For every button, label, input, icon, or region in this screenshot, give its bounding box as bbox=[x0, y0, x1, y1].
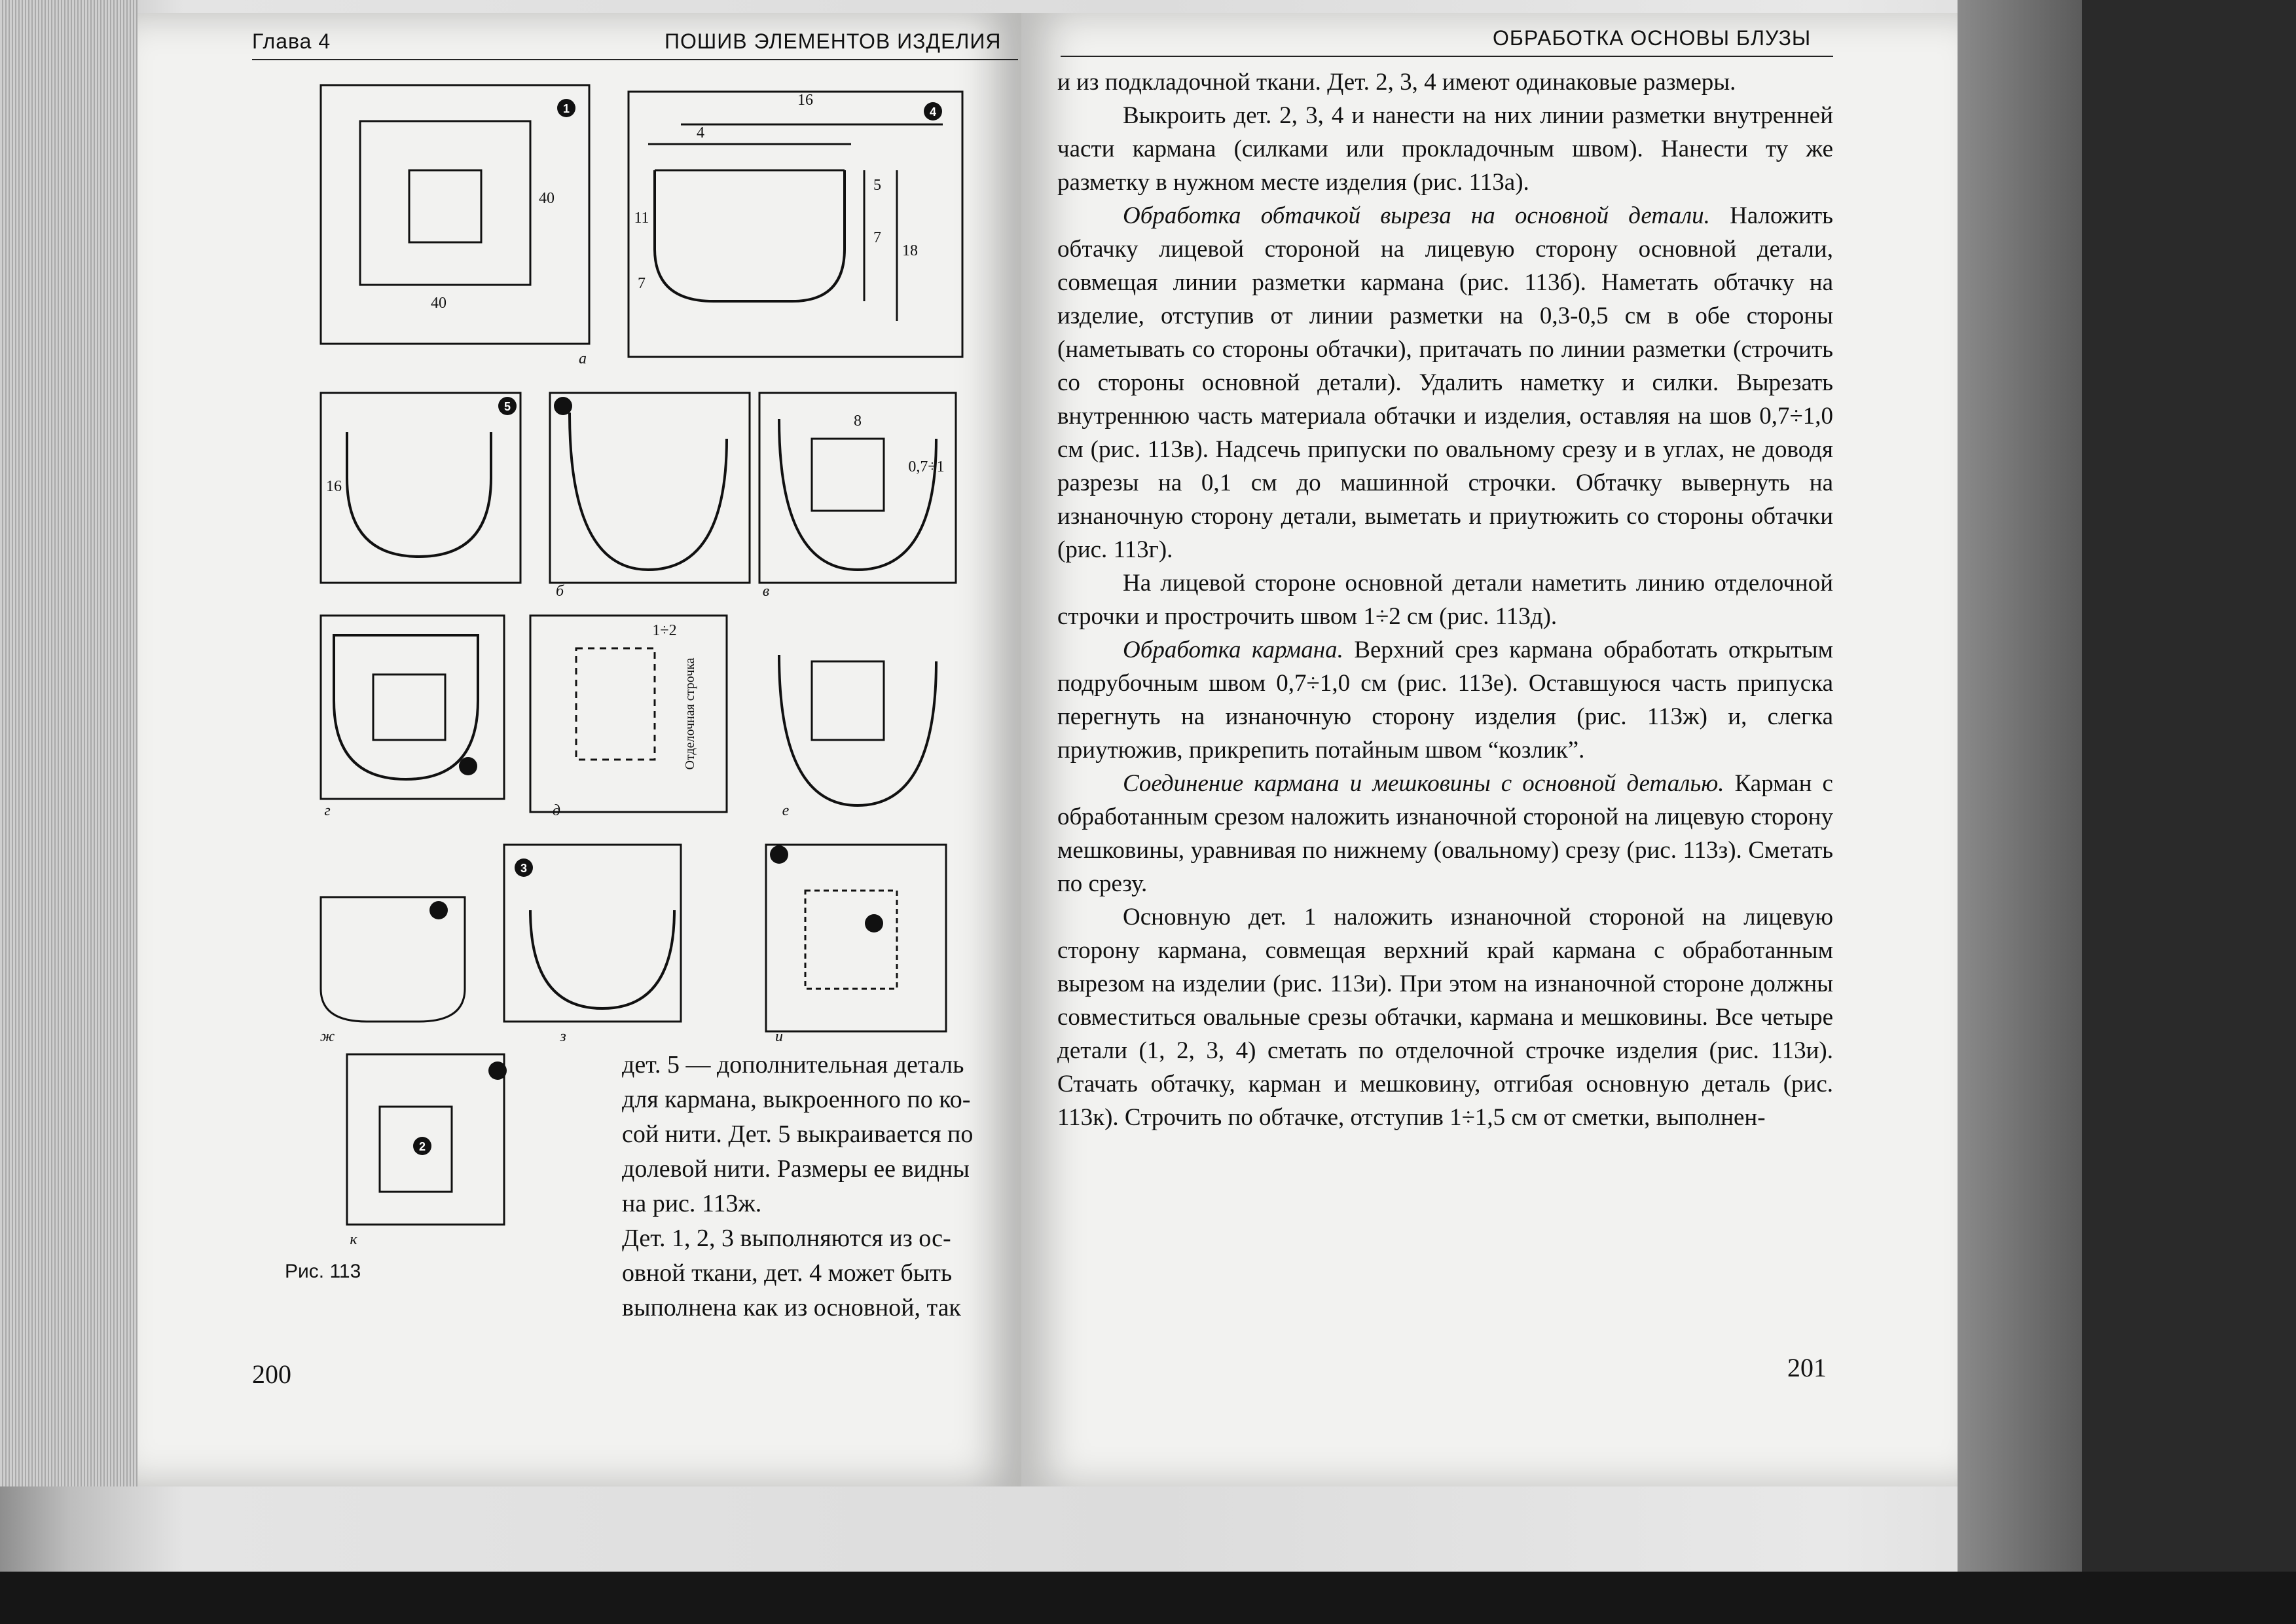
right-header-rule bbox=[1061, 56, 1833, 57]
left-text-line: выполнена как из основной, так bbox=[622, 1294, 961, 1321]
book-cover-edge bbox=[1958, 0, 2082, 1572]
fig-label-b: б bbox=[555, 583, 564, 600]
paragraph-3 bbox=[1057, 199, 1833, 566]
left-header-chapter: Глава 4 bbox=[252, 29, 331, 53]
fig-dim-8: 8 bbox=[854, 413, 862, 430]
fig-dim-0-7: 0,7÷1 bbox=[908, 458, 945, 475]
paragraph-6 bbox=[1057, 767, 1833, 900]
fig-inscription: Отделочная строчка bbox=[683, 657, 697, 770]
fig-label-e: е bbox=[782, 802, 790, 819]
fig-dim-16-b: 16 bbox=[326, 478, 342, 495]
fig-part-2: 2 bbox=[418, 1140, 426, 1153]
fig-label-a: а bbox=[579, 350, 587, 367]
fig-dim-11: 11 bbox=[634, 210, 649, 227]
fig-dim-1-2: 1÷2 bbox=[652, 622, 677, 639]
fig-label-k: к bbox=[350, 1231, 357, 1248]
paragraph-5-title: Обработка кармана. bbox=[1123, 637, 1343, 663]
fig-label-d: д bbox=[552, 802, 561, 819]
fig-label-zh: ж bbox=[319, 1028, 335, 1045]
left-column-text bbox=[622, 1048, 1021, 1325]
paragraph-6-title: Соединение кармана и мешковины с основной деталью. bbox=[1123, 770, 1724, 797]
paragraph-7: Основную дет. 1 наложить изнаночной стороной на лицевую сторону кармана, совмещая верхний край кармана с обработанным вырезом на изделии (рис. 113и). При этом на изнаночной стороне должны совместиться овальные срезы обтачки, кармана и мешковины. Все четыре детали (1, 2, 3, 4) сметать по отделочной строчке изделия (рис. 113и). Стачать обтачку, карман и мешковину, отгибая основную деталь (рис. 113к). Строчить по обтачке, отступив 1÷1,5 см от сметки, выполнен- bbox=[1057, 904, 1833, 1131]
left-text-line: на рис. 113ж. bbox=[622, 1190, 762, 1217]
left-header-title: ПОШИВ ЭЛЕМЕНТОВ ИЗДЕЛИЯ bbox=[665, 29, 1002, 53]
left-page-number: 200 bbox=[252, 1359, 291, 1389]
scanner-border-bottom bbox=[0, 1572, 2296, 1624]
paragraph-3-title: Обработка обтачкой выреза на основной детали. bbox=[1123, 202, 1710, 229]
paragraph-2: Выкроить дет. 2, 3, 4 и нанести на них линии разметки внутренней части кармана (силками или прокладочным швом). Нанести ту же разметку в нужном месте изделия (рис. 113а). bbox=[1057, 102, 1833, 196]
paragraph-6-body: Карман с обработанным срезом наложить изнаночной стороной на лицевую сторону мешковины, уравнивая по нижнему (овальному) срезу (рис. 113з). Сметать по срезу. bbox=[1057, 770, 1833, 897]
paragraph-3-body: Наложить обтачку лицевой стороной на лицевую сторону основной детали, совмещая линии разметки кармана (рис. 113б). Наметать обтачку на изделие, отступив от линии разметки на 0,3-0,5 см в обе стороны (наметывать со стороны обтачки), притачать по линии разметки (строчить со стороны основной детали). Удалить наметку и силки. Вырезать внутреннюю часть материала обтачки и изделия, оставляя на шов 0,7÷1,0 см (рис. 113в). Надсечь припуски по овальному срезу и в углах, не доводя разрезы на 0,1 см до машинной строчки. Обтачку вывернуть на изнаночную сторону детали, выметать и приутюжить со стороны обтачки (рис. 113г). bbox=[1057, 202, 1834, 563]
fig-part-3: 3 bbox=[520, 862, 528, 875]
paragraph-1: и из подкладочной ткани. Дет. 2, 3, 4 имеют одинаковые размеры. bbox=[1057, 69, 1736, 96]
paragraph-5-body: Верхний срез кармана обработать открытым подрубочным швом 0,7÷1,0 см (рис. 113е). Оставшуюся часть припуска перегнуть на изнаночную сторону изделия (рис. 113ж) и, слегка приутюжив, прикрепить потайным швом “козлик”. bbox=[1057, 637, 1833, 764]
right-page-number: 201 bbox=[1787, 1353, 1827, 1382]
fig-dim-16: 16 bbox=[797, 92, 813, 109]
fig-dim-5: 5 bbox=[873, 177, 881, 194]
fig-dim-7-right: 7 bbox=[873, 229, 881, 246]
left-text-line: Дет. 1, 2, 3 выполняются из ос- bbox=[622, 1225, 951, 1252]
fig-dim-7-left: 7 bbox=[638, 275, 646, 292]
left-text-line: долевой нити. Размеры ее видны bbox=[622, 1155, 970, 1183]
paragraph-5 bbox=[1057, 633, 1833, 767]
paragraph-4: На лицевой стороне основной детали наметить линию отделочной строчки и прострочить швом 1÷2 см (рис. 113д). bbox=[1057, 570, 1833, 630]
fig-dim-4: 4 bbox=[697, 124, 704, 141]
right-column-text bbox=[1057, 65, 1833, 1134]
fig-dim-18: 18 bbox=[902, 242, 918, 259]
left-text-line: сой нити. Дет. 5 выкраивается по bbox=[622, 1120, 974, 1148]
fig-dim-40-bottom: 40 bbox=[431, 295, 446, 312]
fig-label-i: и bbox=[775, 1028, 783, 1045]
fig-part-1: 1 bbox=[562, 102, 570, 115]
fig-part-4: 4 bbox=[929, 105, 937, 119]
fig-part-5: 5 bbox=[503, 400, 511, 413]
scanner-border-right bbox=[2082, 0, 2296, 1624]
fig-label-g: г bbox=[324, 802, 331, 819]
right-header-title: ОБРАБОТКА ОСНОВЫ БЛУЗЫ bbox=[1493, 26, 1812, 50]
fig-dim-40-side: 40 bbox=[539, 190, 555, 207]
book-page-edges bbox=[0, 0, 137, 1486]
left-header-rule bbox=[252, 59, 1018, 60]
left-text-line: для кармана, выкроенного по ко- bbox=[622, 1086, 971, 1113]
figure-caption: Рис. 113 bbox=[285, 1261, 361, 1282]
fig-label-v: в bbox=[762, 583, 770, 600]
fig-label-z: з bbox=[560, 1028, 566, 1045]
left-text-line: овной ткани, дет. 4 может быть bbox=[622, 1259, 953, 1287]
left-text-line: дет. 5 — дополнительная деталь bbox=[622, 1051, 964, 1079]
